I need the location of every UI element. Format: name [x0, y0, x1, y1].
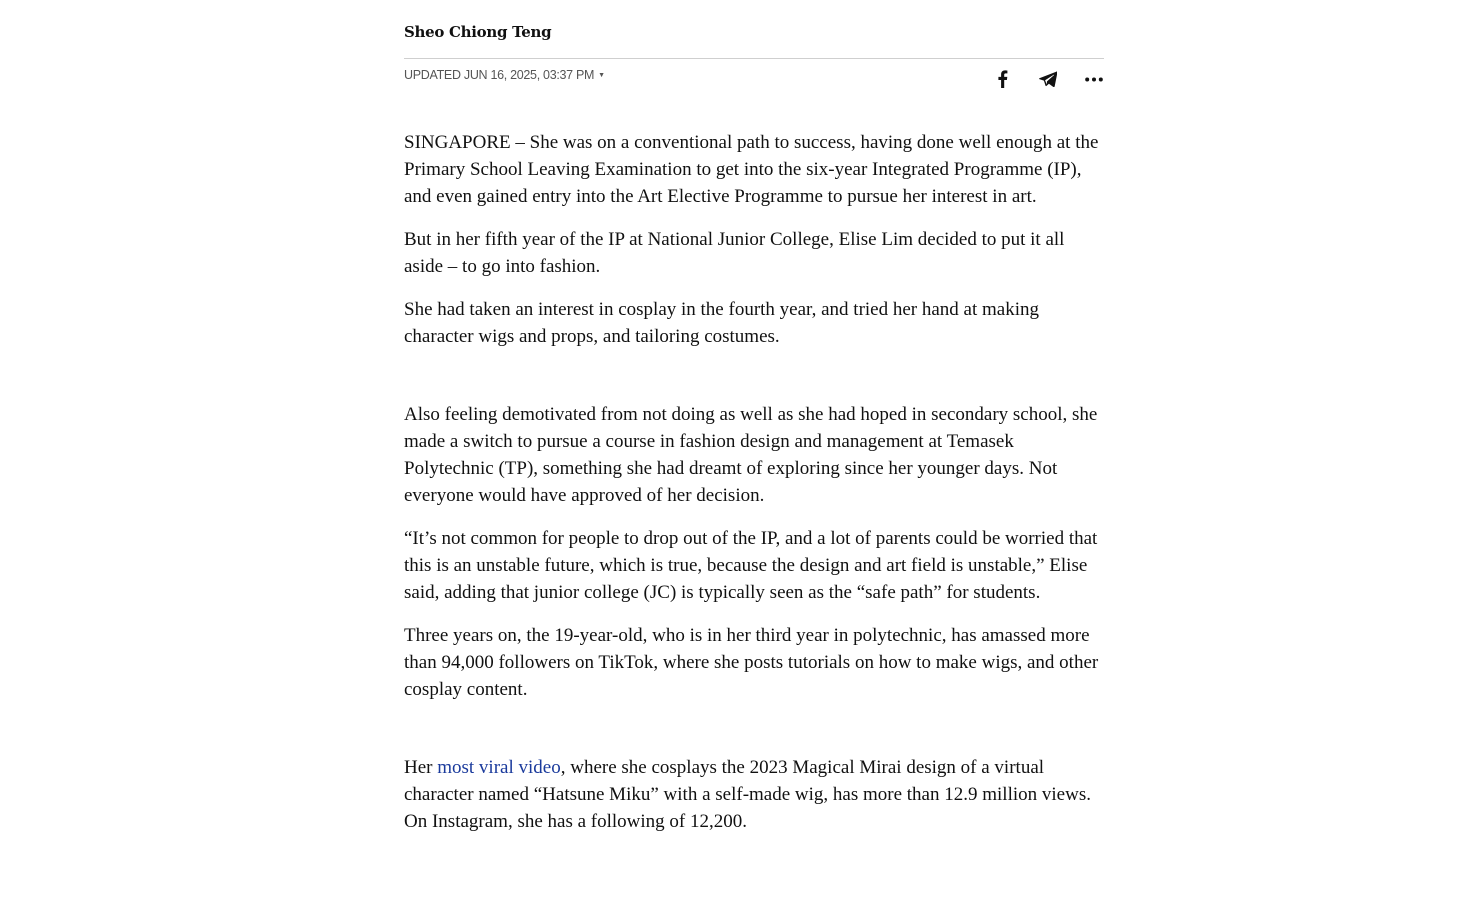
telegram-icon[interactable]	[1038, 68, 1058, 90]
most-viral-video-link[interactable]: most viral video	[437, 757, 561, 778]
more-icon[interactable]	[1084, 68, 1104, 90]
author-name[interactable]: Sheo Chiong Teng	[404, 23, 552, 41]
paragraph: Three years on, the 19-year-old, who is in her third year in polytechnic, has amassed more than 94,000 followers on TikTok, where she posts tutorials on how to make wigs, and other cosplay content.	[404, 625, 1099, 700]
share-bar	[992, 68, 1104, 90]
paragraph-text: Her	[404, 757, 438, 778]
paragraph-text: , where she cosplays the 2023 Magical Mirai design of a virtual character named “Hatsune Miku” with a self-made wig, has more than 12.9 million views. On Instagram, she has a following of 12,200.	[404, 757, 1091, 832]
paragraph: “It’s not common for people to drop out of the IP, and a lot of parents could be worried that this is an unstable future, which is true, because the design and art field is unstable,” Elise said, adding that junior college (JC) is typically seen as the “safe path” for students.	[404, 528, 1098, 603]
paragraph: SINGAPORE – She was on a conventional path to success, having done well enough at the Primary School Leaving Examination to get into the six-year Integrated Programme (IP), and even gained entry into the Art Elective Programme to pursue her interest in art.	[404, 132, 1099, 207]
facebook-icon[interactable]	[992, 68, 1012, 90]
paragraph: But in her fifth year of the IP at National Junior College, Elise Lim decided to put it all aside – to go into fashion.	[404, 229, 1065, 277]
paragraph	[404, 754, 1104, 835]
updated-text: UPDATED JUN 16, 2025, 03:37 PM	[404, 68, 595, 82]
divider	[404, 58, 1104, 59]
caret-down-icon: ▼	[598, 72, 605, 79]
article-body	[404, 129, 1104, 851]
updated-timestamp[interactable]	[404, 68, 605, 82]
paragraph: She had taken an interest in cosplay in the fourth year, and tried her hand at making character wigs and props, and tailoring costumes.	[404, 299, 1040, 347]
paragraph: Also feeling demotivated from not doing as well as she had hoped in secondary school, she made a switch to pursue a course in fashion design and management at Temasek Polytechnic (TP), something she had dreamt of exploring since her younger days. Not everyone would have approved of her decision.	[404, 404, 1098, 506]
